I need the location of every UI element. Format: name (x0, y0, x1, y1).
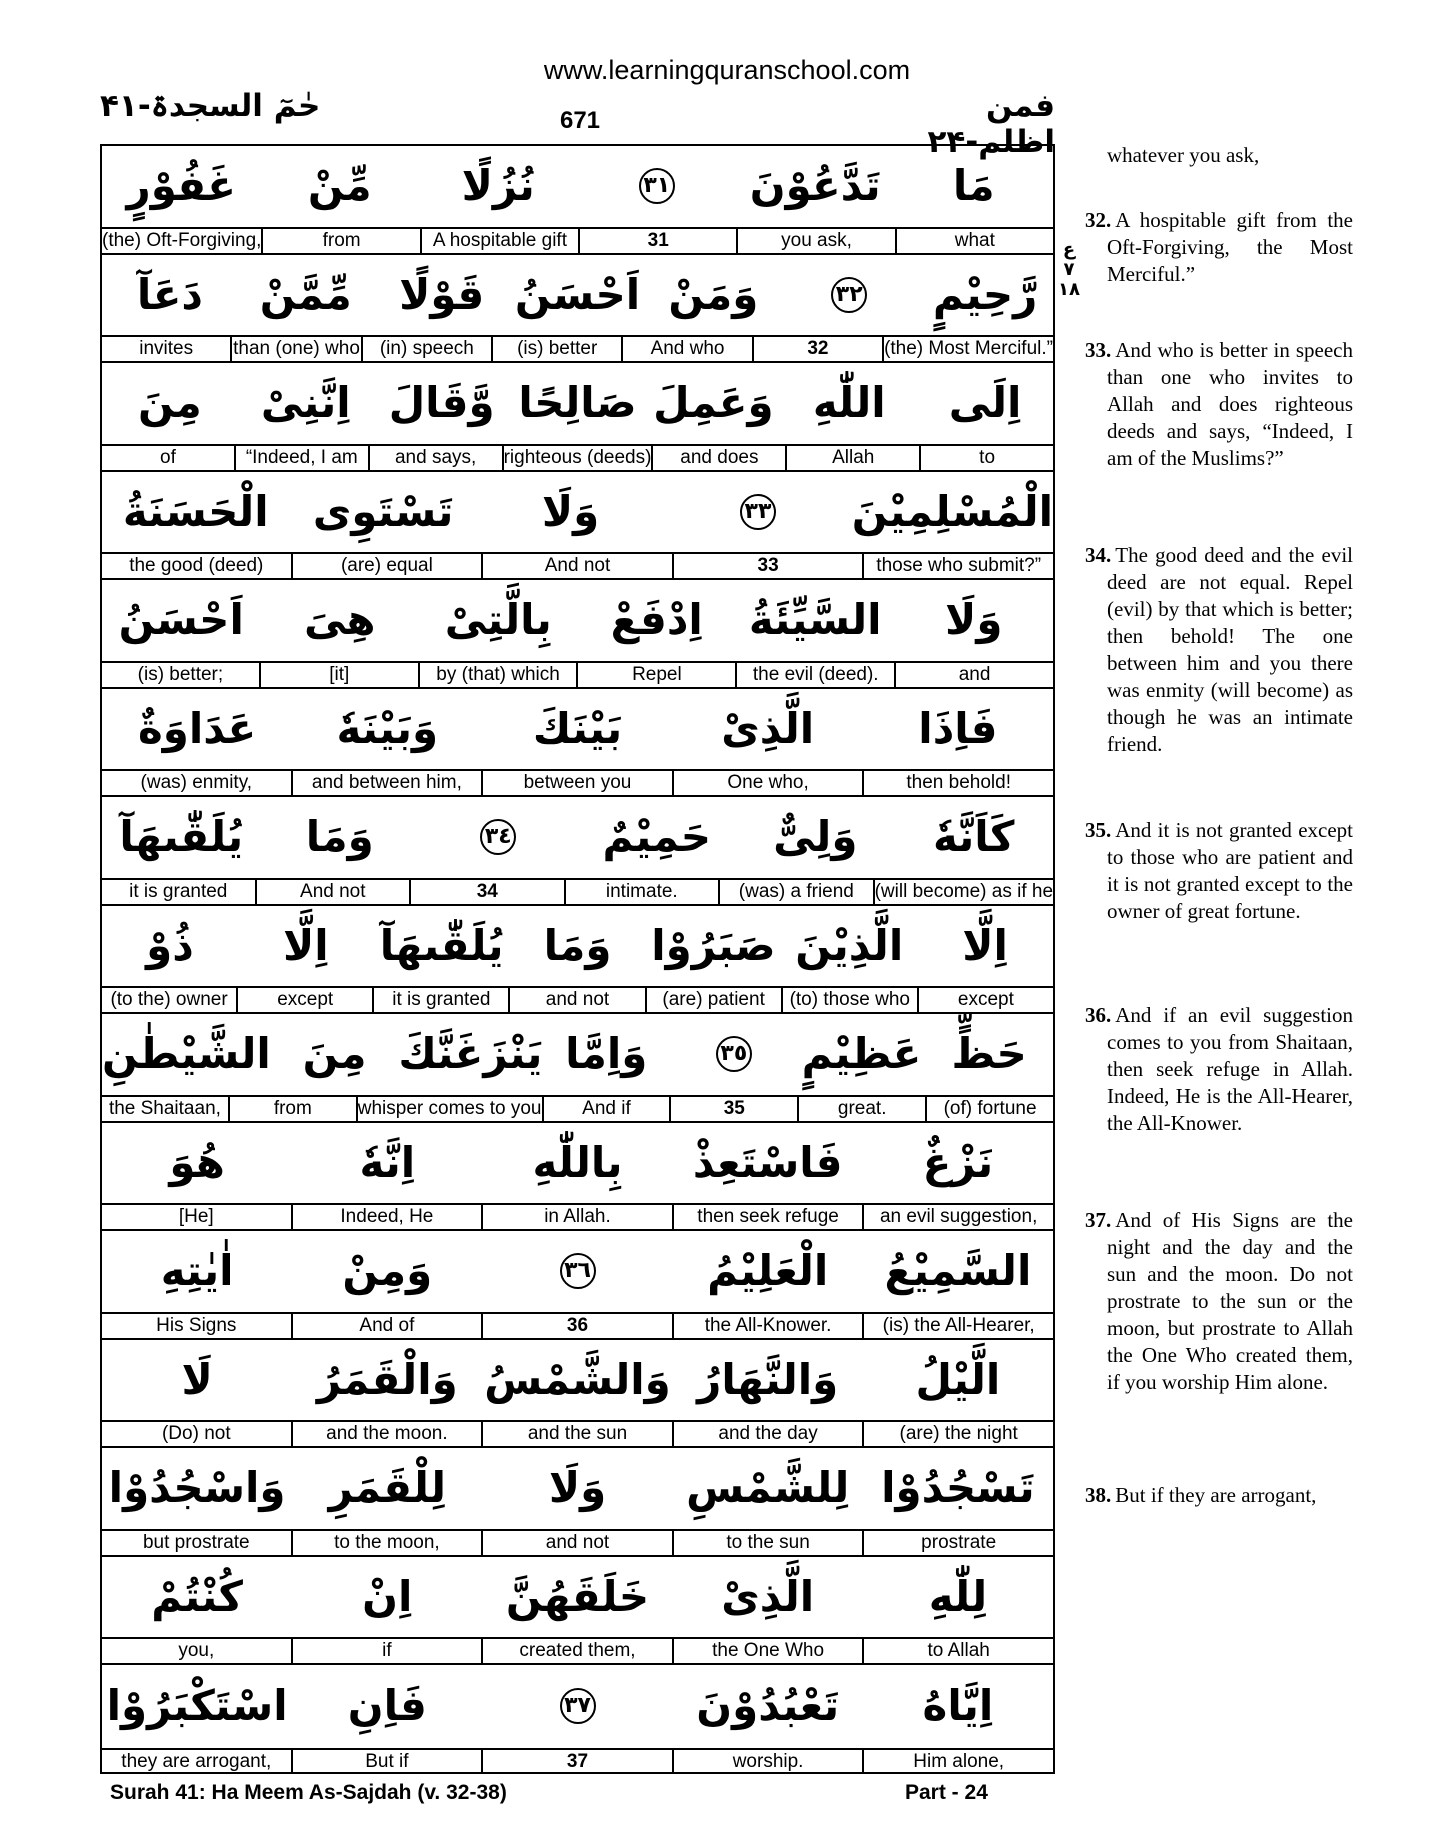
english-line (102, 1422, 1053, 1446)
verse-number-cell: 32 (752, 337, 882, 361)
english-word: than (one) who (230, 337, 360, 361)
english-word: (is) better; (137, 663, 224, 685)
arabic-word: مَا (952, 161, 995, 211)
english-word: prostrate (862, 1531, 1053, 1555)
english-word: in Allah. (481, 1205, 672, 1229)
arabic-word: اِيَّاهُ (922, 1681, 994, 1731)
verse-number-circle: ٣٥ (716, 1036, 752, 1072)
english-line (102, 1750, 1053, 1774)
arabic-word: الْعَلِيْمُ (707, 1246, 829, 1296)
arabic-word: تَدَّعُوْنَ (749, 161, 881, 211)
verse-number-cell: 34 (409, 880, 564, 904)
verse-number-circle: ٣٢ (831, 277, 867, 313)
arabic-word: حَظٍّ (951, 1029, 1027, 1079)
translation-text: A hospitable gift from the Oft-Forgiving, the Most Merciful.” (1107, 208, 1353, 286)
verse-row (102, 1231, 1053, 1340)
arabic-word: عَظِيْمٍ (801, 1029, 922, 1079)
arabic-word: اِنْ (362, 1571, 413, 1621)
translation-verse-number: 36. (1085, 1003, 1112, 1027)
verse-row (102, 146, 1053, 255)
arabic-word: خَلَقَهُنَّ (505, 1571, 650, 1621)
english-word: (is) better (491, 337, 621, 361)
english-word: and between him, (291, 771, 482, 795)
english-word: (to the) owner (110, 989, 228, 1010)
arabic-word: تَسْجُدُوْا (881, 1463, 1035, 1513)
english-word: (is) the All-Hearer, (862, 1314, 1053, 1338)
arabic-line (102, 689, 1053, 772)
arabic-word: السَّيِّئَةُ (748, 595, 882, 645)
arabic-line (102, 472, 1053, 555)
verse-row (102, 255, 1053, 364)
translation-verse-number: 34. (1085, 543, 1112, 567)
verse-number-marker (781, 277, 917, 313)
translation-verse (1085, 1002, 1353, 1137)
arabic-line (102, 580, 1053, 663)
arabic-word: دَعَآ (136, 269, 203, 319)
english-word: invites (139, 338, 194, 359)
english-word: to the moon, (291, 1531, 482, 1555)
english-word: Him alone, (862, 1750, 1053, 1774)
arabic-word: كُنْتُمْ (151, 1571, 243, 1621)
arabic-word: اِنَّهٗ (359, 1137, 416, 1187)
english-word: (will become) as if he (874, 880, 1054, 902)
arabic-line (102, 1123, 1053, 1206)
english-word: from (261, 229, 419, 253)
english-line (102, 663, 1053, 687)
english-word: And of (291, 1314, 482, 1338)
arabic-word: الَّذِىْ (721, 703, 815, 753)
english-word: to (919, 446, 1053, 470)
english-word: then behold! (862, 771, 1053, 795)
english-word: righteous (deeds) (503, 446, 652, 468)
english-line (102, 1205, 1053, 1229)
verse-number-circle: ٣٤ (480, 819, 516, 855)
english-word: what (895, 229, 1053, 253)
english-word: [He] (178, 1206, 214, 1227)
english-word: “Indeed, I am (234, 446, 368, 470)
verse-number-circle: ٣٦ (560, 1253, 596, 1289)
english-word: and not (481, 1531, 672, 1555)
english-word: but prostrate (142, 1531, 250, 1553)
arabic-line (102, 906, 1053, 989)
arabic-line (102, 1014, 1053, 1097)
arabic-word: هُوَ (169, 1137, 225, 1187)
arabic-word: لَا (181, 1354, 213, 1404)
arabic-word: بِالَّتِىْ (444, 595, 552, 645)
surah-header: حٰمٓ السجدۃ-۴۱ (100, 88, 321, 124)
english-word: A hospitable gift (420, 229, 578, 253)
english-word: (was) enmity, (140, 772, 253, 793)
arabic-word: حَمِيْمٌ (602, 812, 711, 862)
arabic-line (102, 146, 1053, 229)
verse-number-marker (482, 1688, 672, 1724)
english-word: Allah (785, 446, 919, 470)
arabic-word: اللّٰهِ (812, 378, 886, 428)
translation-verse (1085, 142, 1353, 169)
arabic-word: بَيْنَكَ (532, 703, 623, 753)
english-word: the All-Knower. (672, 1314, 863, 1338)
verse-number-marker (670, 1036, 798, 1072)
verse-row (102, 1014, 1053, 1123)
ruku-mark: ع ۷ ۱۸ (1058, 239, 1080, 300)
verse-row (102, 689, 1053, 798)
arabic-word: نُزُلًا (461, 161, 535, 211)
arabic-word: مِنَ (302, 1029, 367, 1079)
translation-verse-number: 38. (1085, 1483, 1112, 1507)
arabic-line (102, 1665, 1053, 1750)
arabic-word: وَالْقَمَرُ (316, 1354, 458, 1404)
arabic-word: اِلَّا (282, 920, 329, 970)
english-word: And if (542, 1097, 670, 1121)
english-word: (in) speech (361, 337, 491, 361)
verse-number-cell: 36 (481, 1314, 672, 1338)
verse-number-cell: 35 (669, 1097, 797, 1121)
arabic-word: اَحْسَنُ (118, 595, 244, 645)
arabic-line (102, 255, 1053, 338)
english-word: except (917, 988, 1053, 1012)
translation-verse-number: 32. (1085, 208, 1112, 232)
arabic-word: مِّمَّنْ (259, 269, 352, 319)
arabic-line (102, 1340, 1053, 1423)
arabic-word: لِلشَّمْسِ (686, 1463, 850, 1513)
verse-row (102, 906, 1053, 1015)
english-word: worship. (672, 1750, 863, 1774)
arabic-word: تَعْبُدُوْنَ (696, 1681, 840, 1731)
arabic-word: الَّذِيْنَ (795, 920, 904, 970)
arabic-word: غَفُوْرٍ (126, 161, 236, 211)
english-word: the Shaitaan, (108, 1097, 221, 1119)
verse-number-cell: 37 (481, 1750, 672, 1774)
verse-row (102, 1123, 1053, 1232)
arabic-word: ذُوْ (146, 920, 194, 970)
verse-row (102, 1340, 1053, 1449)
english-word: to Allah (862, 1639, 1053, 1663)
arabic-word: وَمَا (543, 920, 612, 970)
arabic-word: يُلَقّٰٮهَآ (379, 920, 504, 970)
arabic-word: كَاَنَّهٗ (933, 812, 1015, 862)
arabic-word: تَسْتَوِى (312, 486, 454, 536)
english-line (102, 1314, 1053, 1338)
english-word: And who (621, 337, 751, 361)
arabic-word: يُلَقّٰٮهَآ (119, 812, 244, 862)
verse-number-circle: ٣١ (639, 168, 675, 204)
word-by-word-table (100, 144, 1055, 1774)
arabic-word: اسْتَكْبَرُوْا (106, 1681, 288, 1731)
translation-verse (1085, 817, 1353, 925)
verse-number-cell: 31 (578, 229, 736, 253)
english-word: Repel (576, 663, 735, 687)
translation-verse-number: 33. (1085, 338, 1112, 362)
arabic-word: وَاسْجُدُوْا (108, 1463, 286, 1513)
english-word: and the day (672, 1422, 863, 1446)
arabic-word: وَّقَالَ (388, 378, 495, 428)
arabic-word: مِنَ (138, 378, 202, 428)
english-line (102, 1097, 1053, 1121)
arabic-word: الَّيْلُ (915, 1354, 1001, 1404)
english-word: (the) Oft-Forgiving, (102, 229, 262, 251)
english-line (102, 337, 1053, 361)
translation-verse-number: 35. (1085, 818, 1112, 842)
english-word: the evil (deed). (735, 663, 894, 687)
arabic-line (102, 363, 1053, 446)
english-word: it is granted (372, 988, 508, 1012)
arabic-word: اٰيٰتِهِ (160, 1246, 234, 1296)
english-word: and the moon. (291, 1422, 482, 1446)
verse-number-circle: ٣٧ (560, 1688, 596, 1724)
arabic-word: وَلَا (548, 1463, 607, 1513)
translation-text: But if they are arrogant, (1115, 1483, 1317, 1507)
arabic-word: رَّحِيْمٍ (932, 269, 1038, 319)
english-word: except (236, 988, 372, 1012)
english-word: great. (797, 1097, 925, 1121)
arabic-word: وَمَا (305, 812, 374, 862)
english-word: then seek refuge (672, 1205, 863, 1229)
translation-text: And who is better in speech than one who invites to Allah and does righteous deeds and says, “Indeed, I am of the Muslims?” (1107, 338, 1353, 470)
arabic-word: وَالشَّمْسُ (484, 1354, 671, 1404)
english-word: And not (255, 880, 410, 904)
english-word: it is granted (129, 880, 228, 902)
translation-verse (1085, 1207, 1353, 1396)
arabic-word: لِلْقَمَرِ (328, 1463, 447, 1513)
english-word: and not (508, 988, 644, 1012)
verse-row (102, 472, 1053, 581)
translation-verse (1085, 1482, 1353, 1509)
juz-header: فمن اظلم-۲۴ (927, 88, 1055, 160)
english-word: (was) a friend (718, 880, 873, 904)
english-word: (are) patient (645, 988, 781, 1012)
verse-row (102, 1557, 1053, 1666)
english-line (102, 988, 1053, 1012)
verse-row (102, 1665, 1053, 1774)
footer-part: Part - 24 (905, 1781, 988, 1804)
arabic-word: اَحْسَنُ (514, 269, 641, 319)
english-word: from (228, 1097, 356, 1121)
english-word: an evil suggestion, (862, 1205, 1053, 1229)
arabic-word: وَعَمِلَ (653, 378, 774, 428)
english-word: And not (481, 554, 672, 578)
arabic-word: فَاسْتَعِذْ (692, 1137, 843, 1187)
arabic-word: صَالِحًا (518, 378, 637, 428)
arabic-word: قَوْلًا (399, 269, 485, 319)
arabic-word: وَالنَّهَارُ (697, 1354, 839, 1404)
english-word: the One Who (672, 1639, 863, 1663)
english-word: and says, (368, 446, 502, 470)
english-word: intimate. (564, 880, 719, 904)
arabic-word: وَلَا (541, 486, 600, 536)
arabic-word: صَبَرُوْا (651, 920, 776, 970)
english-line (102, 446, 1053, 470)
arabic-word: وَلِىٌّ (773, 812, 858, 862)
translation-text: And it is not granted except to those who are patient and it is not granted except to the owner of great fortune. (1107, 818, 1353, 923)
english-word: But if (291, 1750, 482, 1774)
arabic-line (102, 1557, 1053, 1640)
english-word: and the sun (481, 1422, 672, 1446)
arabic-word: وَبَيْنَهٗ (336, 703, 439, 753)
verse-number-circle: ٣٣ (740, 494, 776, 530)
english-word: to the sun (672, 1531, 863, 1555)
arabic-word: وَاِمَّا (565, 1029, 648, 1079)
english-word: [it] (259, 663, 418, 687)
english-word: the good (deed) (129, 555, 264, 576)
arabic-word: وَمِنْ (342, 1246, 433, 1296)
translation-verse (1085, 207, 1353, 288)
arabic-word: مِّنْ (307, 161, 372, 211)
english-word: you ask, (736, 229, 894, 253)
english-word: and does (651, 446, 785, 470)
arabic-word: الشَّيْطٰنِ (102, 1029, 271, 1079)
english-word: (to) those who (781, 988, 917, 1012)
english-word: (are) the night (862, 1422, 1053, 1446)
arabic-word: لِلّٰهِ (928, 1571, 988, 1621)
arabic-word: الَّذِىْ (721, 1571, 815, 1621)
translation-verse (1085, 542, 1353, 758)
arabic-word: فَاِذَا (918, 703, 998, 753)
arabic-word: الْمُسْلِمِيْنَ (851, 486, 1053, 536)
english-word: they are arrogant, (121, 1750, 272, 1772)
verse-number-marker (578, 168, 737, 204)
english-line (102, 771, 1053, 795)
english-word: created them, (481, 1639, 672, 1663)
verse-row (102, 1448, 1053, 1557)
page-number: 671 (559, 107, 601, 134)
english-word: (of) fortune (925, 1097, 1053, 1121)
english-word: (Do) not (161, 1423, 231, 1444)
arabic-word: عَدَاوَةٌ (137, 703, 257, 753)
english-word: if (291, 1639, 482, 1663)
translation-verse (1085, 337, 1353, 472)
english-word: (the) Most Merciful.” (884, 338, 1053, 359)
verse-number-marker (419, 819, 578, 855)
footer-surah: Surah 41: Ha Meem As-Sajdah (v. 32-38) (110, 1781, 507, 1804)
english-word: whisper comes to you (357, 1097, 542, 1119)
english-word: and (894, 663, 1053, 687)
english-line (102, 229, 1053, 253)
arabic-line (102, 797, 1053, 880)
arabic-word: بِاللّٰهِ (532, 1137, 623, 1187)
arabic-line (102, 1231, 1053, 1314)
english-word: (are) equal (291, 554, 482, 578)
translation-verse-number: 37. (1085, 1208, 1112, 1232)
english-word: by (that) which (418, 663, 577, 687)
arabic-word: الْحَسَنَةُ (122, 486, 269, 536)
translation-text: And of His Signs are the night and the day and the sun and the moon. Do not prostrate to the sun or the moon, but prostrate to Allah the One Who created them, if you worship Him alone. (1107, 1208, 1353, 1394)
verse-number-marker (482, 1253, 672, 1289)
site-url: www.learningquranschool.com (543, 55, 911, 85)
translation-text: The good deed and the evil deed are not equal. Repel (evil) by that which is better; then behold! The one between him and you there was enmity (will become) as though he was an intimate friend. (1107, 543, 1353, 756)
arabic-word: اِدْفَعْ (610, 595, 703, 645)
english-word: between you (481, 771, 672, 795)
translation-text: And if an evil suggestion comes to you from Shaitaan, then seek refuge in Allah. Indeed, He is the All-Hearer, the All-Knower. (1107, 1003, 1353, 1135)
english-word: One who, (672, 771, 863, 795)
translation-text: whatever you ask, (1107, 143, 1260, 167)
arabic-word: وَمَنْ (668, 269, 759, 319)
english-word: you, (178, 1640, 215, 1661)
verse-number-marker (664, 494, 851, 530)
verse-row (102, 580, 1053, 689)
english-line (102, 554, 1053, 578)
english-line (102, 1639, 1053, 1663)
english-line (102, 880, 1053, 904)
english-word: His Signs (156, 1314, 237, 1336)
arabic-word: هِىَ (303, 595, 376, 645)
arabic-word: يَنْزَغَنَّكَ (398, 1029, 543, 1079)
english-word: those who submit?” (862, 554, 1053, 578)
verse-row (102, 797, 1053, 906)
verse-row (102, 363, 1053, 472)
verse-number-cell: 33 (672, 554, 863, 578)
arabic-word: اِلَى (948, 378, 1022, 428)
english-line (102, 1531, 1053, 1555)
arabic-line (102, 1448, 1053, 1531)
arabic-word: السَّمِيْعُ (884, 1246, 1032, 1296)
arabic-word: وَلَا (945, 595, 1003, 645)
arabic-word: اِنَّنِىْ (260, 378, 351, 428)
arabic-word: نَزْغٌ (922, 1137, 994, 1187)
english-word: of (160, 446, 176, 468)
english-word: Indeed, He (291, 1205, 482, 1229)
arabic-word: فَاِنِ (347, 1681, 427, 1731)
arabic-word: اِلَّا (962, 920, 1008, 970)
